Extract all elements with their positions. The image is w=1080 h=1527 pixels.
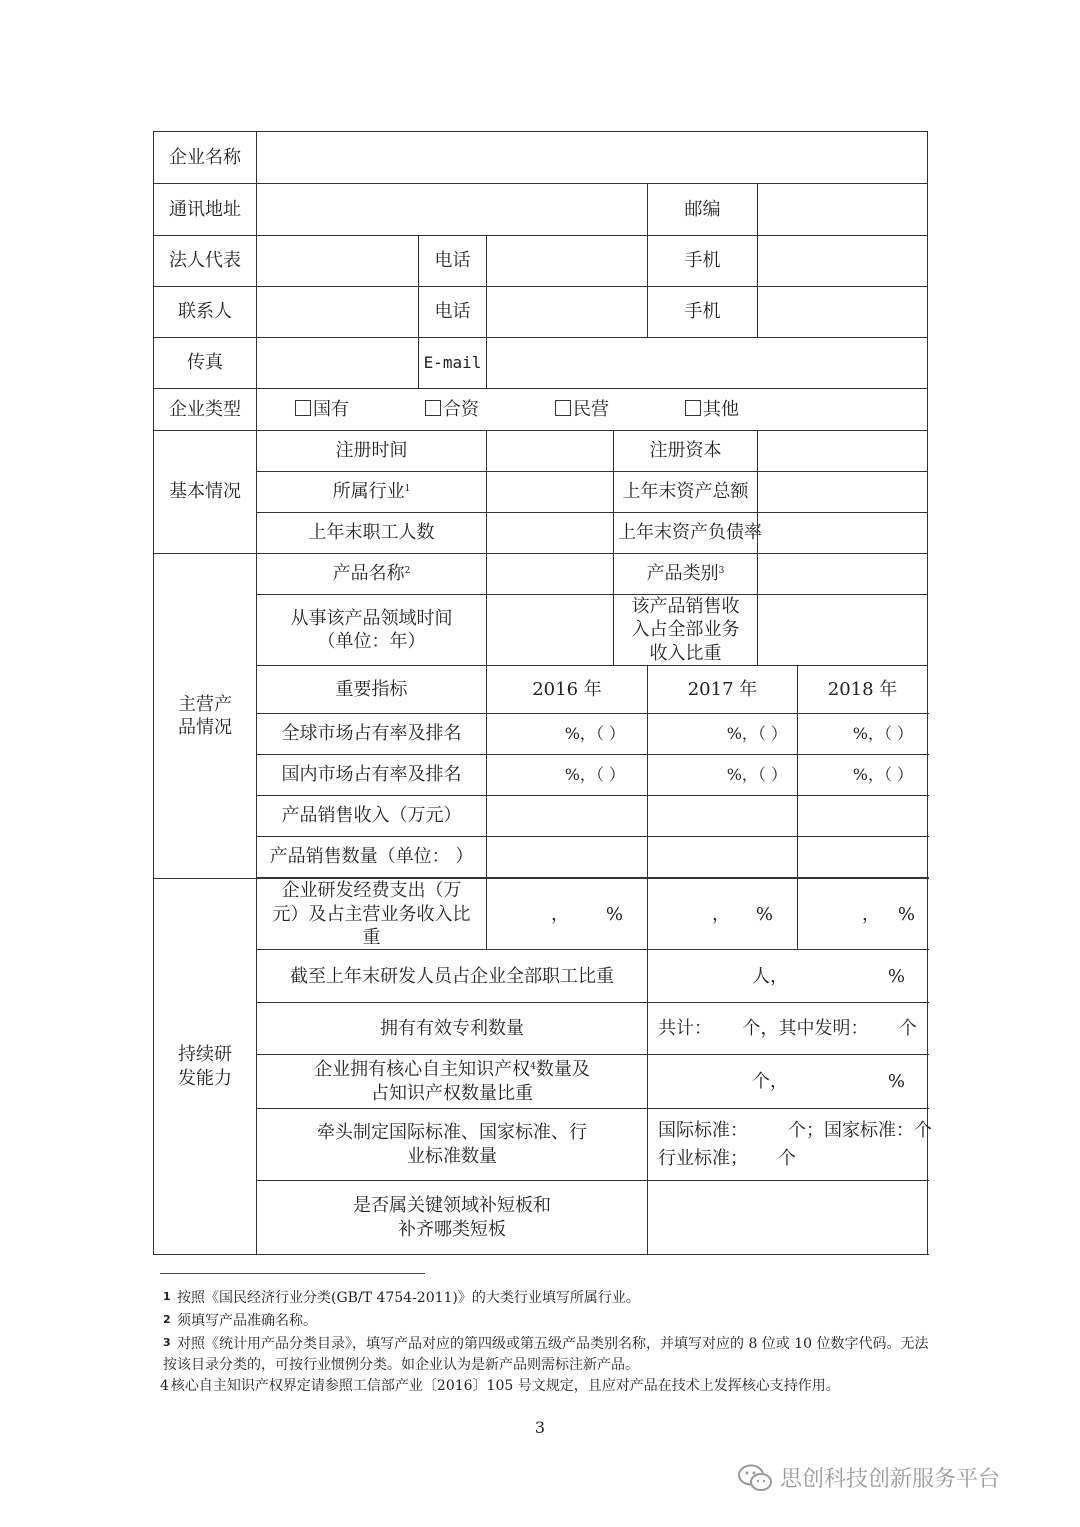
field-reg-capital[interactable] [758,431,928,472]
field-patents[interactable] [648,1003,928,1055]
label-patents: 拥有有效专利数量 [257,1003,648,1055]
option-state-owned[interactable] [295,398,425,421]
field-rd-2018[interactable] [798,879,928,950]
footnote-rule [160,1273,425,1274]
field-contact-tel[interactable] [487,287,648,338]
label-contact: 联系人 [154,287,257,338]
section-product: 主营产品情况 [154,554,257,879]
field-address[interactable] [257,184,648,236]
option-label: 其他 [703,398,739,420]
label-product-category-text: 产品类别 [646,563,719,585]
field-shortboard[interactable] [648,1181,928,1255]
count-unit: 个， [752,1071,788,1093]
label-core-ip [257,1055,648,1109]
checkbox-icon[interactable] [555,400,571,416]
label-industry-text: 所属行业 [332,481,405,503]
pct-sign: % [897,903,916,925]
label-email: E-mail [419,338,487,389]
field-rd-2016[interactable] [487,879,648,950]
footnote-number: 3 [163,1336,171,1349]
field-company-name[interactable] [257,132,928,184]
field-contact[interactable] [257,287,419,338]
section-basic: 基本情况 [154,431,257,554]
comma-sep: ， [862,903,880,925]
std-national-label: 个；国家标准： [788,1120,914,1142]
checkbox-icon[interactable] [295,400,311,416]
patents-unit: 个 [899,1018,918,1040]
watermark-text: 思创科技创新服务平台 [780,1467,1001,1492]
field-assets[interactable] [758,472,928,513]
label-sales-qty: 产品销售数量（单位： ） [257,837,487,878]
label-reg-capital: 注册资本 [614,431,758,472]
field-domestic-2016[interactable]: %，（ ） [487,755,648,796]
pct-sign: % [605,903,623,925]
footnote-text: 核心自主知识产权界定请参照工信部产业〔2016〕105 号文规定，且应对产品在技术上发挥核心支持作用。 [170,1378,840,1394]
rd-2018-values [802,903,923,926]
col-year-2017: 2017 年 [648,666,798,714]
std-industry-unit: 个 [778,1147,796,1169]
option-joint-venture[interactable] [425,398,555,421]
field-standards[interactable] [648,1109,932,1181]
field-email[interactable] [487,338,928,389]
label-contact-mobile: 手机 [648,287,758,338]
field-share-of-revenue[interactable] [758,595,928,666]
footnote-text: 须填写产品准确名称。 [177,1313,317,1329]
field-legal-rep[interactable] [257,236,419,287]
label-staff: 上年末职工人数 [257,513,487,554]
field-sales-qty-2018[interactable] [798,837,928,878]
rd-staff-values [652,965,923,988]
patents-values [652,1017,923,1040]
label-global-share: 全球市场占有率及排名 [257,714,487,755]
label-reg-time: 注册时间 [257,431,487,472]
label-debt-ratio: 上年末资产负债率 [614,513,758,554]
field-product-category[interactable] [758,554,928,595]
patents-invention-label: 个，其中发明： [742,1018,869,1040]
label-share-of-revenue: 该产品销售收入占全部业务收入比重 [614,595,758,666]
footnote-2 [163,1309,933,1332]
label-years-in-field: 从事该产品领域时间（单位：年） [257,595,487,666]
label-core-ip-rest: 数量及占知识产权数量比重 [371,1059,590,1104]
field-global-2017[interactable]: %，（ ） [648,714,798,755]
option-label: 民营 [573,398,609,420]
field-sales-income-2018[interactable] [798,796,928,837]
label-fax: 传真 [154,338,257,389]
footnote-number: 2 [163,1313,171,1326]
footnote-ref-2: 2 [404,566,411,577]
label-assets: 上年末资产总额 [614,472,758,513]
footnote-ref-3: 3 [718,566,725,577]
label-legal-tel: 电话 [419,236,487,287]
label-legal-mobile: 手机 [648,236,758,287]
footnote-ref-1: 1 [404,484,411,495]
enterprise-info-form [153,131,932,1255]
label-shortboard: 是否属关键领域补短板和补齐哪类短板 [257,1181,648,1255]
field-rd-2017[interactable] [648,879,798,950]
label-domestic-share: 国内市场占有率及排名 [257,755,487,796]
field-zip[interactable] [758,184,928,236]
core-ip-values [652,1070,923,1093]
label-industry [257,472,487,513]
field-sales-qty-2016[interactable] [487,837,648,878]
field-global-2018[interactable]: %，（ ） [798,714,928,755]
standards-line-2 [652,1143,923,1170]
footnote-1 [163,1286,933,1309]
comma-sep: ， [551,903,569,925]
field-contact-mobile[interactable] [758,287,928,338]
option-label: 国有 [313,398,349,420]
footnote-text: 对照《统计用产品分类目录》，填写产品对应的第四级或第五级产品类别名称，并填写对应的 8 位或 10 位数字代码。无法按该目录分类的，可按行业惯例分类。如企业认为是新产品则需标注新产品。 [163,1336,929,1373]
col-year-2016: 2016 年 [487,666,648,714]
option-other[interactable] [685,398,815,421]
field-debt-ratio[interactable] [758,513,928,554]
field-sales-qty-2017[interactable] [648,837,798,878]
option-label: 合资 [443,398,479,420]
field-rd-staff-ratio[interactable] [648,950,928,1003]
label-rd-staff-ratio: 截至上年末研发人员占企业全部职工比重 [257,950,648,1003]
option-private[interactable] [555,398,685,421]
label-product-name [257,554,487,595]
field-domestic-2018[interactable]: %，（ ） [798,755,928,796]
rd-2016-values [491,903,643,926]
label-legal-rep: 法人代表 [154,236,257,287]
label-sales-income: 产品销售收入（万元） [257,796,487,837]
label-product-category [614,554,758,595]
wechat-icon [738,1464,772,1492]
label-address: 通讯地址 [154,184,257,236]
watermark [738,1462,1000,1493]
checkbox-icon[interactable] [425,400,441,416]
label-core-ip-text: 企业拥有核心自主知识产权 [314,1059,531,1081]
label-standards: 牵头制定国际标准、国家标准、行业标准数量 [257,1109,648,1181]
footnote-text: 按照《国民经济行业分类(GB/T 4754-2011)》的大类行业填写所属行业。 [177,1290,640,1306]
label-product-name-text: 产品名称 [332,563,405,585]
field-sales-income-2017[interactable] [648,796,798,837]
std-industry-label: 行业标准； [658,1147,748,1169]
field-industry[interactable] [487,472,614,513]
footnote-number: 4 [160,1378,169,1394]
comma-sep: ， [712,903,730,925]
field-years-in-field[interactable] [487,595,614,666]
field-fax[interactable] [257,338,419,389]
pct-sign: % [887,965,906,987]
field-domestic-2017[interactable]: %，（ ） [648,755,798,796]
field-staff[interactable] [487,513,614,554]
field-product-name[interactable] [487,554,614,595]
field-reg-time[interactable] [487,431,614,472]
rd-2017-values [652,903,793,926]
footnote-4 [160,1376,933,1397]
label-zip: 邮编 [648,184,758,236]
standards-line-1 [652,1119,932,1142]
label-company-name: 企业名称 [154,132,257,184]
page-number: 3 [534,1418,546,1437]
field-legal-mobile[interactable] [758,236,928,287]
field-core-ip[interactable] [648,1055,928,1109]
patents-total-label: 共计： [658,1018,712,1040]
footnotes [160,1286,933,1397]
label-contact-tel: 电话 [419,287,487,338]
field-global-2016[interactable]: %，（ ） [487,714,648,755]
person-unit: 人， [752,965,788,987]
footnote-ref-4: 4 [530,1062,536,1073]
label-indicator: 重要指标 [257,666,487,714]
field-sales-income-2016[interactable] [487,796,648,837]
label-rd-expense: 企业研发经费支出（万元）及占主营业务收入比重 [257,879,487,950]
footnote-3 [163,1332,933,1376]
std-intl-label: 国际标准： [658,1120,748,1142]
section-rd: 持续研发能力 [154,879,257,1255]
footnote-number: 1 [163,1290,171,1303]
col-year-2018: 2018 年 [798,666,928,714]
field-legal-tel[interactable] [487,236,648,287]
company-type-options [257,389,928,431]
pct-sign: % [755,903,773,925]
checkbox-icon[interactable] [685,400,701,416]
pct-sign: % [887,1071,906,1093]
label-company-type: 企业类型 [154,389,257,431]
std-unit: 个 [914,1120,932,1142]
